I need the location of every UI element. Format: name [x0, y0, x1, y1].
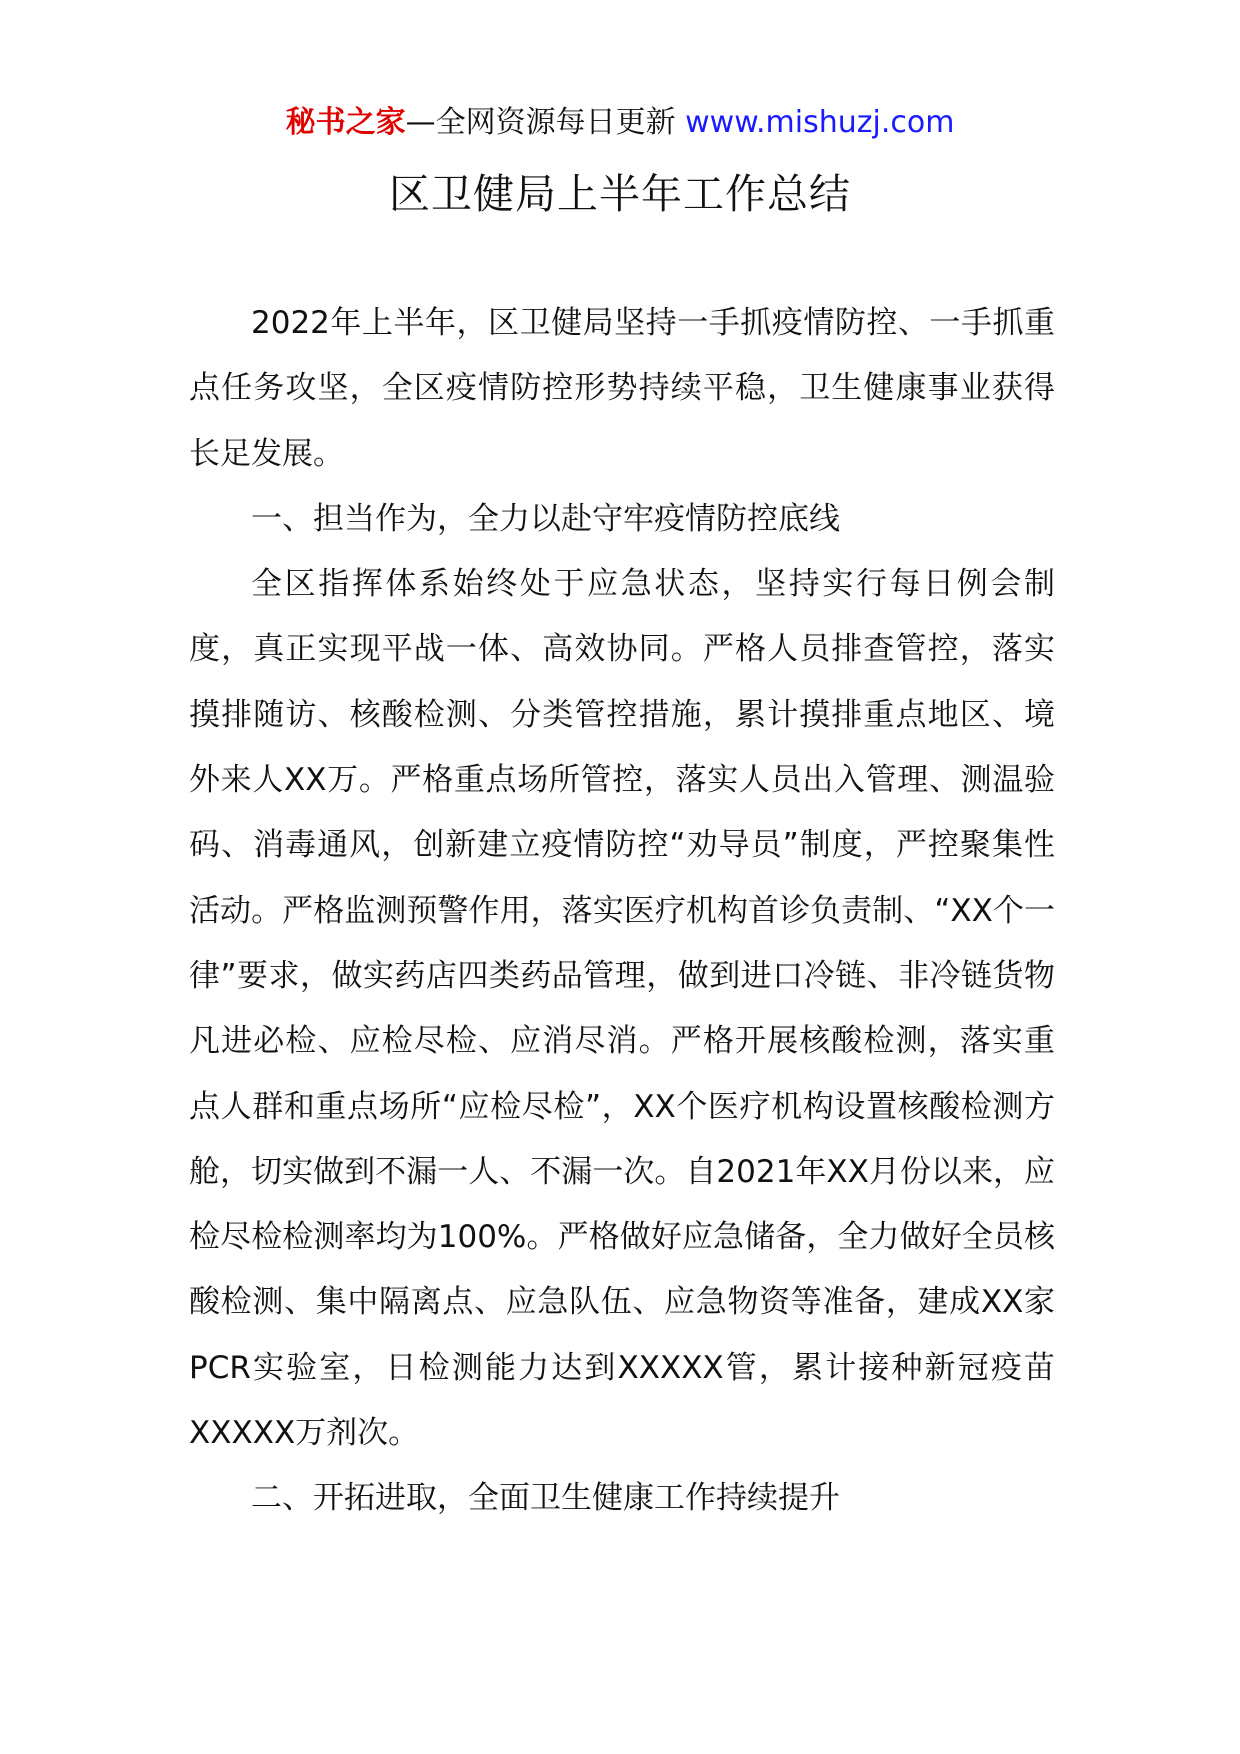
- section-heading-1: 一、担当作为，全力以赴守牢疫情防控底线: [251, 500, 840, 537]
- section-1-paragraph: 全区指挥体系始终处于应急状态，坚持实行每日例会制度，真正实现平战一体、高效协同。严格人员排查管控，落实摸排随访、核酸检测、分类管控措施，累计摸排重点地区、境外来人XX万。严格重点场所管控，落实人员出入管理、测温验码、消毒通风，创新建立疫情防控“劝导员”制度，严控聚集性活动。严格监测预警作用，落实医疗机构首诊负责制、“XX个一律”要求，做实药店四类药品管理，做到进口冷链、非冷链货物凡进必检、应检尽检、应消尽消。严格开展核酸检测，落实重点人群和重点场所“应检尽检”，XX个医疗机构设置核酸检测方舱，切实做到不漏一人、不漏一次。自2021年XX月份以来，应检尽检检测率均为100%。严格做好应急储备，全力做好全员核酸检测、集中隔离点、应急队伍、应急物资等准备，建成XX家PCR实验室，日检测能力达到XXXXX管，累计接种新冠疫苗XXXXX万剂次。: [189, 566, 1055, 1452]
- intro-paragraph: 2022年上半年，区卫健局坚持一手抓疫情防控、一手抓重点任务攻坚，全区疫情防控形势持续平稳，卫生健康事业获得长足发展。: [189, 305, 1055, 472]
- banner-brand: 秘书之家: [285, 105, 406, 140]
- banner-url-link[interactable]: www.mishuzj.com: [685, 105, 955, 140]
- section-heading-2: 二、开拓进取，全面卫生健康工作持续提升: [251, 1480, 840, 1517]
- banner-slogan: —全网资源每日更新: [405, 105, 676, 140]
- document-body: [189, 291, 1055, 1532]
- document-title: 区卫健局上半年工作总结: [389, 170, 851, 218]
- site-banner: [0, 100, 1240, 146]
